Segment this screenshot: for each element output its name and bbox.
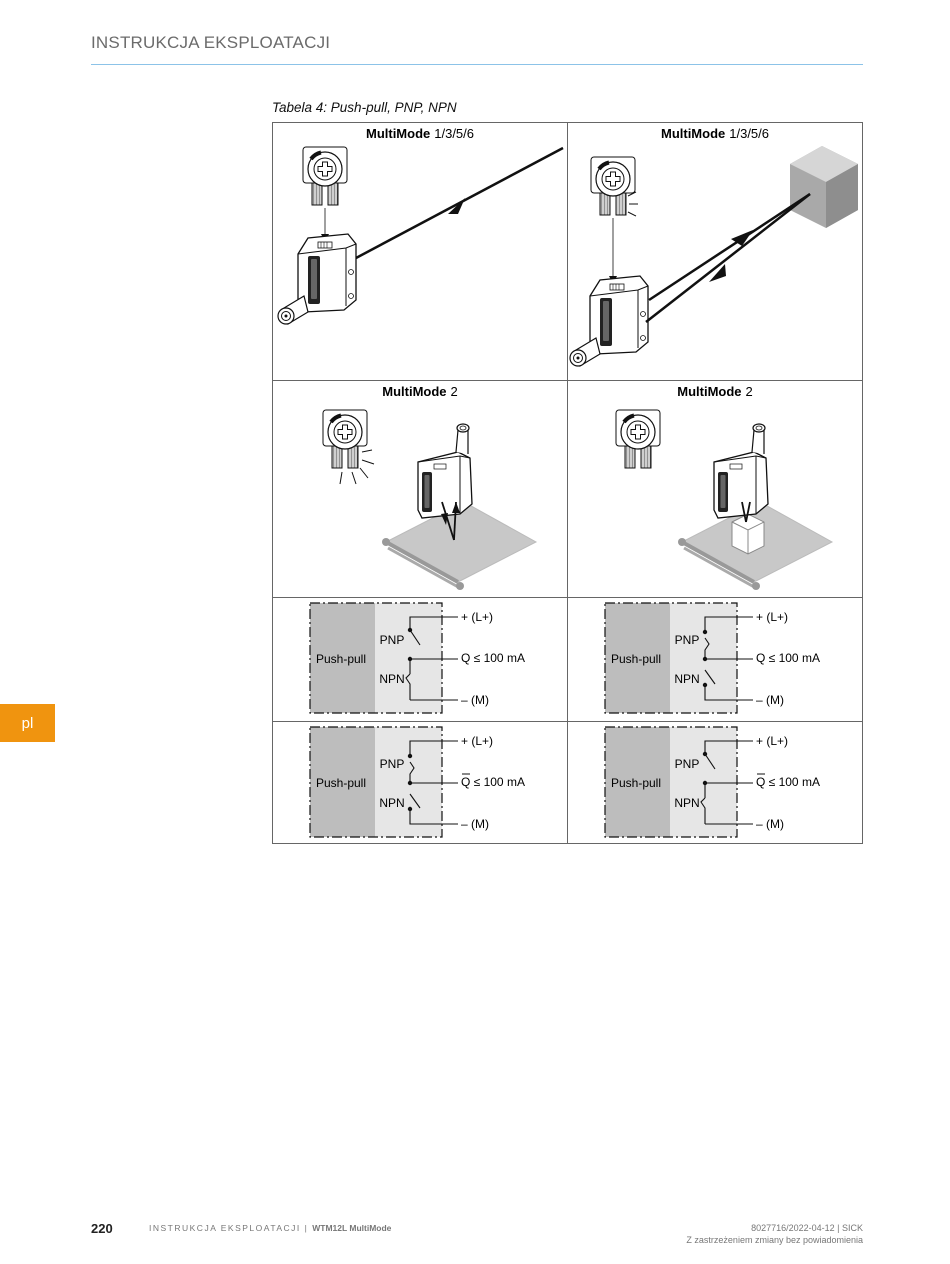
heading-value: 2 xyxy=(450,384,458,399)
output-q-label: Q ≤ 100 mA xyxy=(756,651,820,665)
supply-minus-label: – (M) xyxy=(461,693,489,707)
mode-dial-icon xyxy=(323,410,367,468)
supply-plus-label: + (L+) xyxy=(756,734,789,748)
heading-value: 1/3/5/6 xyxy=(729,126,770,141)
object-box-icon xyxy=(732,514,764,554)
sensor-icon xyxy=(714,424,768,518)
cell-heading xyxy=(366,126,474,141)
beam-arrow-icon xyxy=(448,198,465,214)
footer-doc-id: 8027716/2022-04-12 | SICK xyxy=(751,1223,863,1233)
supply-plus-label: + (L+) xyxy=(461,734,494,748)
supply-plus-label: + (L+) xyxy=(756,610,789,624)
npn-label: NPN xyxy=(379,796,405,810)
sensor-icon xyxy=(570,276,648,366)
supply-minus-label: – (M) xyxy=(756,693,784,707)
heading-mode: MultiMode xyxy=(677,384,742,399)
cell-mode-2-left xyxy=(323,384,536,590)
page-number: 220 xyxy=(91,1221,113,1236)
pnp-label: PNP xyxy=(674,633,700,647)
page-header-title: INSTRUKCJA EKSPLOATACJI xyxy=(91,33,331,52)
pnp-label: PNP xyxy=(379,757,405,771)
circuit-diagram-qbar-right xyxy=(605,727,820,837)
language-tab[interactable] xyxy=(0,704,55,742)
supply-minus-label: – (M) xyxy=(461,817,489,831)
light-beam xyxy=(356,148,563,258)
circuit-diagram-q-left xyxy=(310,603,525,713)
pnp-label: PNP xyxy=(674,757,700,771)
cell-mode-1356-right xyxy=(570,126,858,366)
supply-minus-label: – (M) xyxy=(756,817,784,831)
mode-dial-icon xyxy=(616,410,660,468)
push-pull-label: Push-pull xyxy=(610,652,662,666)
sensor-icon xyxy=(278,234,356,324)
emitted-beam xyxy=(649,194,810,300)
heading-mode: MultiMode xyxy=(382,384,447,399)
conveyor-icon xyxy=(382,502,536,590)
mode-dial-icon xyxy=(303,147,347,205)
heading-mode: MultiMode xyxy=(660,126,726,141)
push-pull-label: Push-pull xyxy=(315,776,367,790)
push-pull-label: Push-pull xyxy=(315,652,367,666)
npn-label: NPN xyxy=(674,672,700,686)
npn-label: NPN xyxy=(379,672,405,686)
output-q-label: Q ≤ 100 mA xyxy=(461,651,525,665)
footer-doc-label: INSTRUKCJA EKSPLOATACJI | xyxy=(149,1223,313,1233)
circuit-diagram-q-right xyxy=(605,603,820,713)
footer-document-title xyxy=(149,1223,391,1233)
heading-value: 1/3/5/6 xyxy=(434,126,475,141)
output-qbar-label: Q ≤ 100 mA xyxy=(756,775,820,789)
mode-dial-icon xyxy=(591,157,635,215)
footer-meta xyxy=(686,1222,863,1246)
supply-plus-label: + (L+) xyxy=(461,610,494,624)
push-pull-label: Push-pull xyxy=(610,776,662,790)
output-qbar-label: Q ≤ 100 mA xyxy=(461,775,525,789)
table-caption: Tabela 4: Push-pull, PNP, NPN xyxy=(272,100,457,115)
reflected-beam xyxy=(646,194,810,322)
cell-heading xyxy=(677,384,753,399)
modes-table xyxy=(272,122,863,844)
target-box-icon xyxy=(790,146,858,228)
header-divider xyxy=(91,64,863,65)
heading-value: 2 xyxy=(745,384,753,399)
footer-product: WTM12L MultiMode xyxy=(312,1223,392,1233)
heading-mode: MultiMode xyxy=(365,126,431,141)
npn-label: NPN xyxy=(674,796,700,810)
cell-heading xyxy=(382,384,458,399)
circuit-diagram-qbar-left xyxy=(310,727,525,837)
led-rays-icon xyxy=(628,192,638,216)
pnp-label: PNP xyxy=(379,633,405,647)
language-tab-label: pl xyxy=(21,714,34,732)
cell-mode-1356-left xyxy=(278,126,563,324)
cell-heading xyxy=(661,126,769,141)
sensor-icon xyxy=(418,424,472,518)
footer-notice: Z zastrzeżeniem zmiany bez powiadomienia xyxy=(686,1235,863,1245)
cell-mode-2-right xyxy=(616,384,832,590)
